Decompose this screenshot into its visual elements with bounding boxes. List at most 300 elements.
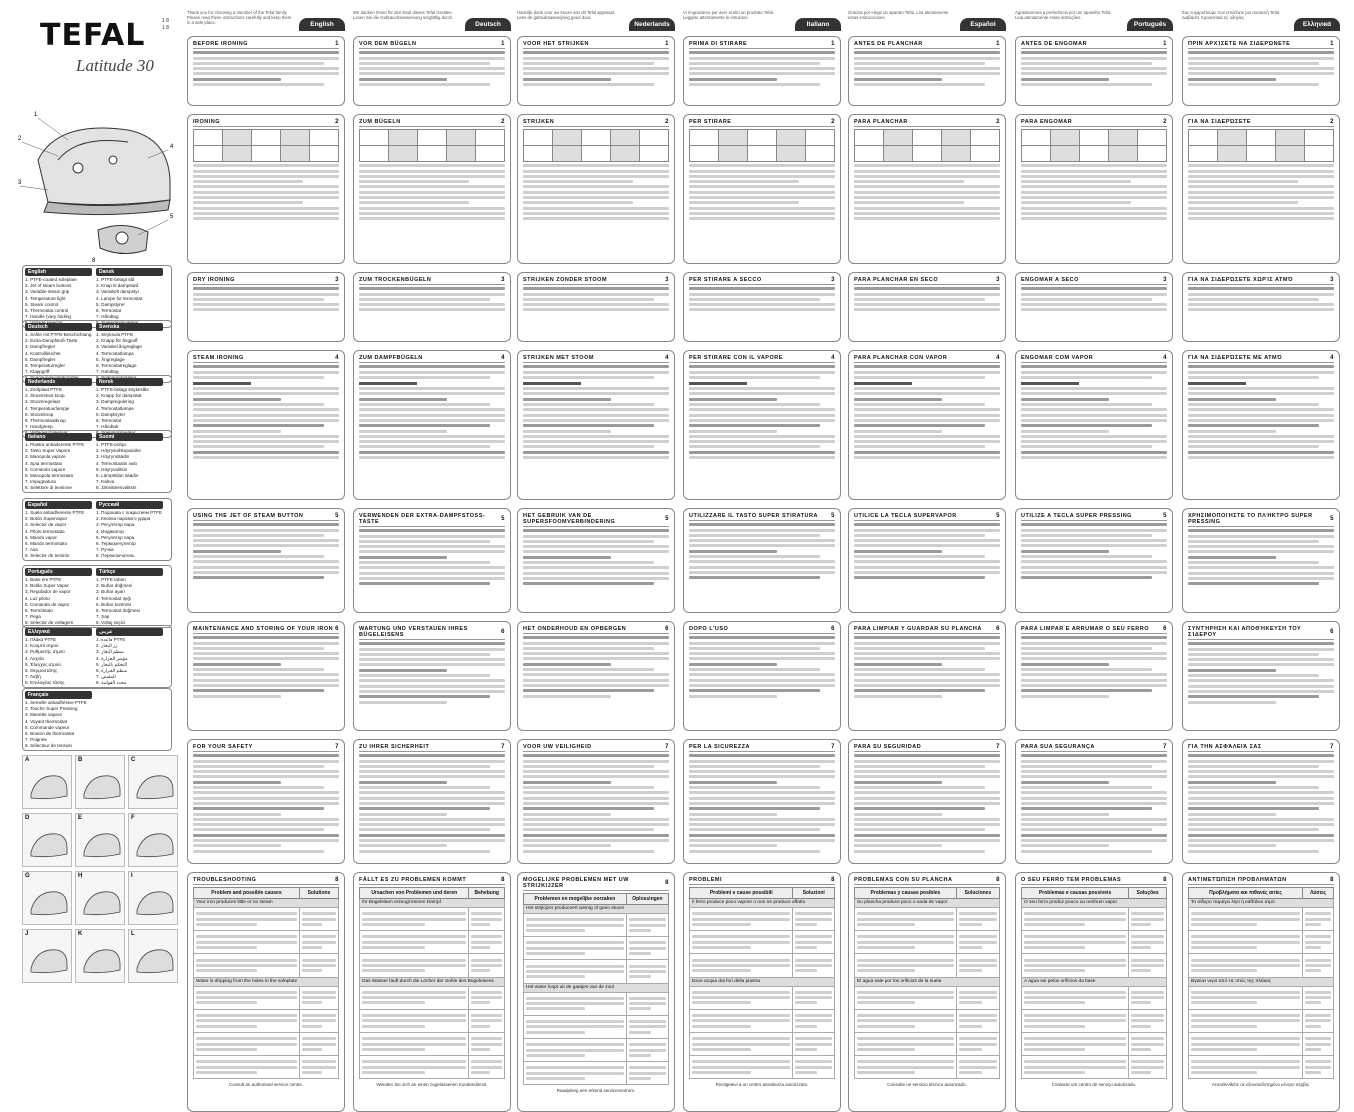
text-line xyxy=(1131,946,1151,949)
figure-panel xyxy=(75,813,125,867)
ts-row xyxy=(360,954,505,977)
text-line xyxy=(1191,935,1300,938)
text-line xyxy=(359,51,505,54)
legend-item: 7. Klappgriff xyxy=(25,369,50,375)
section-title xyxy=(523,875,669,891)
text-line xyxy=(1188,371,1334,374)
ts-cell xyxy=(793,1056,835,1079)
legend-item: 1. Suela antiadherente PTFE xyxy=(25,510,85,515)
legend-item: 3. Variabelt dampstyr xyxy=(96,289,140,295)
text-line xyxy=(1021,765,1152,768)
legend-item: 2. Jet of steam buttons xyxy=(25,283,72,289)
text-line xyxy=(1188,365,1334,368)
ts-cell xyxy=(626,960,668,983)
text-line xyxy=(1131,959,1164,962)
section-title xyxy=(1021,39,1167,49)
legend-item: 7. Impugnatura xyxy=(25,479,56,485)
legend-item: 2. Buhar düğmesi xyxy=(96,583,133,589)
section-title-text: FÄLLT ES ZU PROBLEMEN KOMMT xyxy=(359,877,467,883)
text-line xyxy=(359,196,505,199)
ts-cell xyxy=(299,1009,338,1032)
text-line xyxy=(359,67,505,70)
text-line xyxy=(689,414,835,417)
text-line xyxy=(526,1072,624,1075)
figure-illustration xyxy=(76,930,126,984)
text-line xyxy=(854,760,1000,763)
text-line xyxy=(1188,62,1319,65)
text-line xyxy=(196,964,297,967)
text-line xyxy=(854,844,942,847)
text-line xyxy=(857,991,954,994)
text-line xyxy=(362,1048,425,1051)
section-number: 4 xyxy=(831,355,835,361)
language-header xyxy=(848,10,1006,36)
text-line xyxy=(193,371,339,374)
text-line xyxy=(689,424,820,427)
language-tab[interactable]: Italiano xyxy=(795,18,841,31)
text-line xyxy=(523,636,669,639)
ts-cell xyxy=(469,986,505,1009)
text-line xyxy=(193,287,339,290)
text-line xyxy=(193,414,339,417)
legend-item: 1. PTFE-belagt sål xyxy=(96,277,135,282)
text-line xyxy=(854,67,1000,70)
section-title xyxy=(359,511,505,527)
settings-cell xyxy=(913,130,942,146)
settings-row xyxy=(855,130,1000,146)
figure-label: D xyxy=(25,815,30,821)
section-number: 1 xyxy=(831,41,835,47)
text-line xyxy=(523,684,669,687)
ts-cell xyxy=(956,986,999,1009)
language-header xyxy=(353,10,511,36)
section-title-text: DRY IRONING xyxy=(193,277,235,283)
section-number: 6 xyxy=(996,626,1000,632)
ts-band-cell: Il ferro produce poco vapore o non ne produce affatto xyxy=(690,899,835,908)
ts-cell xyxy=(690,986,793,1009)
text-line xyxy=(1021,435,1167,438)
text-line xyxy=(689,217,835,220)
text-line xyxy=(523,572,669,575)
section-card xyxy=(187,350,345,500)
text-line xyxy=(1191,1060,1300,1063)
subheading-mark xyxy=(359,382,417,385)
section-title-text: PARA ENGOMAR xyxy=(1021,119,1073,125)
text-line xyxy=(854,807,985,810)
text-line xyxy=(1188,376,1319,379)
text-line xyxy=(1188,180,1298,183)
text-line xyxy=(689,807,820,810)
text-line xyxy=(471,996,502,999)
text-line xyxy=(523,164,669,167)
text-line xyxy=(1305,1043,1331,1046)
text-line xyxy=(689,72,835,75)
text-line xyxy=(689,308,835,311)
text-line xyxy=(359,765,490,768)
figure-illustration xyxy=(23,756,73,810)
legend-item: 6. Termostat xyxy=(96,418,122,424)
section-title-text: VOR DEM BÜGELN xyxy=(359,41,417,47)
text-line xyxy=(795,1019,832,1022)
section-title-text: PARA SUA SEGURANÇA xyxy=(1021,744,1095,750)
text-line xyxy=(1188,648,1334,651)
text-line xyxy=(193,560,339,563)
section-title xyxy=(1021,742,1167,752)
section-title xyxy=(1021,275,1167,285)
ts-cell xyxy=(626,1015,668,1038)
figure-panel xyxy=(22,813,72,867)
text-line xyxy=(193,445,324,448)
section-card xyxy=(1182,508,1340,613)
text-line xyxy=(523,566,669,569)
text-line xyxy=(523,180,633,183)
section-card xyxy=(848,739,1006,864)
text-line xyxy=(302,1071,322,1074)
settings-cell xyxy=(476,130,505,146)
text-line xyxy=(959,1043,997,1046)
section-title xyxy=(523,742,669,752)
legend-language: Svenska xyxy=(96,323,163,331)
text-line xyxy=(1021,760,1167,763)
text-line xyxy=(523,689,654,692)
language-tab[interactable]: Português xyxy=(1127,18,1173,31)
section-card xyxy=(683,508,841,613)
settings-table xyxy=(854,129,1000,162)
ts-cell xyxy=(855,931,957,954)
ts-row xyxy=(524,914,669,937)
text-line xyxy=(359,561,490,564)
text-line xyxy=(359,440,505,443)
text-line xyxy=(1024,996,1126,999)
text-line xyxy=(1131,1025,1151,1028)
text-line xyxy=(1131,964,1164,967)
legend-column xyxy=(23,266,94,327)
text-line xyxy=(193,770,339,773)
text-line xyxy=(526,975,585,978)
ts-band-cell: Το σίδερο παράγει λίγο ή καθόλου ατμό xyxy=(1189,899,1334,908)
text-line xyxy=(1305,996,1331,999)
section-number: 5 xyxy=(665,516,669,522)
text-line xyxy=(1191,941,1300,944)
iron-sketch xyxy=(137,834,173,857)
section-card xyxy=(353,739,511,864)
text-line xyxy=(359,57,505,60)
figure-panel xyxy=(128,871,178,925)
legend-item: 3. Höyrynsäädin xyxy=(96,454,130,460)
text-line xyxy=(523,435,669,438)
figure-panel xyxy=(128,813,178,867)
text-line xyxy=(1021,78,1109,81)
text-line xyxy=(193,834,339,837)
text-line xyxy=(1021,668,1152,671)
text-line xyxy=(959,1014,997,1017)
text-line xyxy=(1021,408,1167,411)
text-line xyxy=(471,1025,489,1028)
text-line xyxy=(1021,451,1167,454)
section-title-text: PROBLEMI xyxy=(689,877,723,883)
text-line xyxy=(193,419,339,422)
settings-cell xyxy=(806,130,835,146)
text-line xyxy=(689,287,835,290)
section-card xyxy=(683,272,841,342)
ts-band-row xyxy=(690,977,835,986)
ts-cell xyxy=(469,1032,505,1055)
ts-row xyxy=(1189,1056,1334,1079)
text-line xyxy=(1021,813,1109,816)
text-line xyxy=(1131,1066,1164,1069)
section-number: 5 xyxy=(1163,513,1167,519)
ts-cell xyxy=(793,1032,835,1055)
text-line xyxy=(523,834,669,837)
ts-cell xyxy=(524,914,627,937)
legend-item: 5. Έλεγχος ατμού xyxy=(25,661,61,667)
text-line xyxy=(629,997,666,1000)
intro-text: Gracias por elegir un aparato Tefal. Lea atentamente estas instrucciones. xyxy=(848,10,949,21)
ts-cell xyxy=(793,954,835,977)
text-line xyxy=(959,946,982,949)
text-line xyxy=(359,674,490,677)
legend-column xyxy=(94,566,165,627)
text-line xyxy=(523,456,669,459)
text-line xyxy=(196,912,297,915)
section-card xyxy=(353,114,511,264)
text-line xyxy=(854,180,964,183)
ts-cell xyxy=(690,1009,793,1032)
text-line xyxy=(629,1043,666,1046)
text-line xyxy=(854,365,1000,368)
text-line xyxy=(854,560,1000,563)
language-tab[interactable]: Deutsch xyxy=(465,18,511,31)
ts-cell xyxy=(626,992,668,1015)
section-number: 3 xyxy=(1163,277,1167,283)
section-number: 1 xyxy=(665,41,669,47)
settings-cell xyxy=(611,130,640,146)
text-line xyxy=(1021,387,1167,390)
section-number: 1 xyxy=(1163,41,1167,47)
settings-cell xyxy=(447,146,476,162)
text-line xyxy=(1188,78,1276,81)
section-title-text: ENGOMAR A SECO xyxy=(1021,277,1079,283)
iron-diagram xyxy=(18,90,178,265)
ts-cell xyxy=(1189,986,1303,1009)
text-line xyxy=(1191,912,1300,915)
text-line xyxy=(1188,451,1334,454)
text-line xyxy=(1131,1043,1164,1046)
text-line xyxy=(523,408,669,411)
ts-row xyxy=(524,1015,669,1038)
ts-footer-note: Wenden Sie sich an einen zugelassenen Kundendienst. xyxy=(376,1082,488,1088)
text-line xyxy=(1188,695,1319,698)
text-line xyxy=(857,1043,954,1046)
iron-sketch xyxy=(137,776,173,799)
section-title-text: PARA LIMPAR E ARRUMAR O SEU FERRO xyxy=(1021,626,1150,632)
settings-cell xyxy=(1189,146,1218,162)
settings-row xyxy=(690,130,835,146)
text-line xyxy=(692,1025,751,1028)
ts-footer-note: Raadpleeg een erkend servicecentrum. xyxy=(556,1088,636,1094)
section-number: 3 xyxy=(501,277,505,283)
text-line xyxy=(689,408,835,411)
text-line xyxy=(359,572,505,575)
settings-row xyxy=(1189,130,1334,146)
section-title xyxy=(359,742,505,752)
text-line xyxy=(523,201,633,204)
text-line xyxy=(471,918,502,921)
ts-row xyxy=(855,1009,1000,1032)
legend-item: 2. Höyrysuihkupainike xyxy=(96,448,141,454)
ts-row xyxy=(690,931,835,954)
section-title xyxy=(359,624,505,640)
section-title xyxy=(1188,742,1334,752)
section-card xyxy=(187,621,345,731)
text-line xyxy=(526,1066,624,1069)
settings-cell xyxy=(389,146,418,162)
language-tab[interactable]: Español xyxy=(960,18,1006,31)
settings-row xyxy=(194,146,339,162)
legend-column xyxy=(94,499,165,560)
figure-label: B xyxy=(78,757,83,763)
legend-item: 2. Stoomstoot knop xyxy=(25,393,65,399)
text-line xyxy=(689,440,835,443)
section-number: 5 xyxy=(501,516,505,522)
language-column xyxy=(1182,10,1340,1088)
section-title-text: VOOR UW VEILIGHEID xyxy=(523,744,592,750)
text-line xyxy=(1021,560,1167,563)
text-line xyxy=(523,191,669,194)
text-line xyxy=(302,923,322,926)
ts-header-row xyxy=(1022,888,1167,899)
language-tab[interactable]: English xyxy=(299,18,345,31)
text-line xyxy=(523,770,669,773)
section-number: 8 xyxy=(665,880,669,886)
settings-cell xyxy=(748,146,777,162)
text-line xyxy=(359,408,505,411)
settings-row xyxy=(690,146,835,162)
ts-cell xyxy=(1129,1009,1167,1032)
intro-text: Thank you for choosing a member of the Tefal family. Please read these instructions carefully and keep them in a safe place. xyxy=(187,10,292,26)
section-title xyxy=(689,624,835,634)
section-card xyxy=(683,739,841,864)
figure-illustration xyxy=(76,872,126,926)
legend-column xyxy=(94,376,165,437)
text-line xyxy=(629,947,666,950)
text-line xyxy=(692,1071,751,1074)
text-line xyxy=(689,642,835,645)
text-line xyxy=(193,673,339,676)
section-number: 4 xyxy=(996,355,1000,361)
section-number: 1 xyxy=(335,41,339,47)
text-line xyxy=(854,828,985,831)
text-line xyxy=(854,185,1000,188)
language-tab[interactable]: Nederlands xyxy=(629,18,675,31)
text-line xyxy=(1021,424,1152,427)
section-number: 3 xyxy=(665,277,669,283)
ts-cell xyxy=(855,986,957,1009)
text-line xyxy=(1024,1071,1085,1074)
text-line xyxy=(1021,636,1167,639)
text-line xyxy=(854,376,985,379)
ts-band-cell: A água sai pelos orifícios da base xyxy=(1022,977,1167,986)
text-line xyxy=(362,1001,425,1004)
text-line xyxy=(193,765,324,768)
text-line xyxy=(523,62,654,65)
section-number: 6 xyxy=(665,626,669,632)
text-line xyxy=(689,839,835,842)
text-line xyxy=(523,642,669,645)
text-line xyxy=(362,969,425,972)
ts-cell xyxy=(1022,954,1129,977)
figure-panel xyxy=(22,755,72,809)
section-number: 4 xyxy=(501,355,505,361)
text-line xyxy=(359,83,490,86)
settings-cell xyxy=(447,130,476,146)
ts-cell xyxy=(299,908,338,931)
section-title-text: PER STIRARE A SECCO xyxy=(689,277,762,283)
text-line xyxy=(795,923,817,926)
language-column xyxy=(517,10,675,1094)
text-line xyxy=(193,51,339,54)
ts-band-row xyxy=(524,905,669,914)
legend-item: 6. Thermostaatknop xyxy=(25,418,66,424)
language-tab[interactable]: Ελληνικά xyxy=(1294,18,1340,31)
text-line xyxy=(857,1066,954,1069)
section-title-text: ΑΝΤΙΜΕΤΏΠΙΣΗ ΠΡΟΒΛΗΜΆΤΩΝ xyxy=(1188,877,1287,883)
section-card xyxy=(1182,36,1340,106)
ts-cell xyxy=(1303,908,1334,931)
settings-cell xyxy=(1051,146,1080,162)
ts-cell xyxy=(1129,908,1167,931)
text-line xyxy=(689,57,835,60)
ts-cell xyxy=(299,954,338,977)
text-line xyxy=(302,941,336,944)
text-line xyxy=(1188,403,1319,406)
text-line xyxy=(523,308,669,311)
troubleshooting-table xyxy=(1021,887,1167,1079)
text-line xyxy=(523,850,654,853)
legend-item: 1. PTFE taban xyxy=(96,577,126,582)
text-line xyxy=(196,996,297,999)
text-line xyxy=(857,1071,915,1074)
text-line xyxy=(359,201,469,204)
text-line xyxy=(523,303,669,306)
text-line xyxy=(471,912,502,915)
legend-item: 7. المقبض xyxy=(96,674,116,680)
text-line xyxy=(523,679,669,682)
section-title xyxy=(523,117,669,127)
text-line xyxy=(1021,414,1167,417)
text-line xyxy=(526,997,624,1000)
ts-band-row xyxy=(194,899,339,908)
settings-cell xyxy=(942,146,971,162)
ts-cell xyxy=(1303,954,1334,977)
text-line xyxy=(1305,964,1331,967)
legend-language: Español xyxy=(25,501,92,509)
text-line xyxy=(692,1019,790,1022)
ts-cell xyxy=(1189,1009,1303,1032)
text-line xyxy=(193,387,339,390)
text-line xyxy=(359,850,490,853)
legend-column xyxy=(23,626,94,687)
section-title-text: ZU IHRER SICHERHEIT xyxy=(359,744,430,750)
text-line xyxy=(692,946,751,949)
text-line xyxy=(1305,1014,1331,1017)
text-line xyxy=(1305,991,1331,994)
section-title-text: ΓΙΑ ΝΑ ΣΙΔΕΡΏΣΕΤΕ ΧΩΡΊΣ ΑΤΜΌ xyxy=(1188,277,1294,283)
ts-header-solution: Solutions xyxy=(299,888,338,899)
ts-cell xyxy=(690,1032,793,1055)
ts-cell xyxy=(626,914,668,937)
text-line xyxy=(629,929,651,932)
